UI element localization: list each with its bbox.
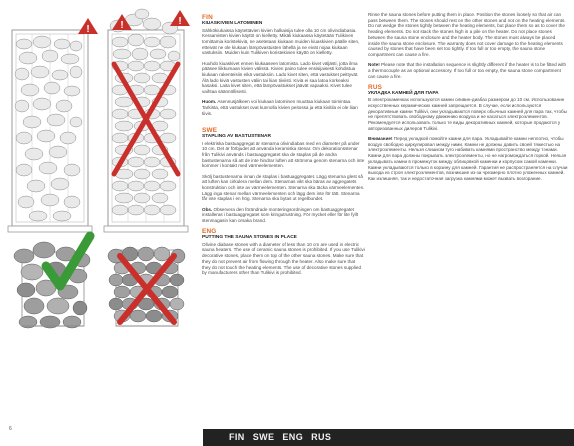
lang-heading-fin: FIN <box>202 14 213 21</box>
paragraph-fin-3: Huom. Asennusjälkeen voi kiukaan latominen muuttaa kiukaan toimintaa. Tarkista, että vastukset ovat kunnolla kivien peitossa ja että kivitila ei ole liian tiivis. <box>202 99 358 116</box>
warning-icon <box>78 18 98 35</box>
paragraph-fin-2: Huuhdo kiuaskivet ennen kiukaaseen latomista. Lado kivet väljästi, jotta ilma pääsee liikkumaan kivien välissä. Kivien paino tulee ensisijaisesti kohdistua kiukaan rakenteisiin eikä vastuksiin. Lado kivet siten, että vastukset peittyvät. Älä lado kiviä vastusten väliin tai liian tiiviisti. Kiviä ei saa latoa korkeaksi kasaksi. Laita kivet siten, että lämpövastukset jäävät vapaaksi. Kivet tulee vaihtaa säännöllisesti. <box>202 60 359 95</box>
svg-text:!: ! <box>86 24 90 35</box>
section-title-fin: KIUASKIVIEN LATOMINEN <box>202 21 263 26</box>
tab-swe[interactable]: SWE <box>252 432 275 442</box>
language-tabs <box>229 432 331 442</box>
stones-tight-photo <box>108 247 185 326</box>
section-title-eng: PUTTING THE SAUNA STONES IN PLACE <box>202 235 297 241</box>
stones-loose-photo <box>14 236 90 328</box>
lang-heading-rus: RUS <box>368 83 383 91</box>
paragraph-eng-1-start: Olivine diabase stones with a diameter of less than 10 cm are used in electric sauna heaters. The use of ceramic sauna stones is prohibited. If you use Tulikivi decorative stones, place them on top of the other sauna stones. Make sure that they do not prevent air from flowing through the heater. Also make sure that they do not touch the heating elements. The use of decorative stones supplied by manufacturers other than Tulikivi is prohibited. <box>202 241 365 276</box>
paragraph-rus-2: Внимание! Перед укладкой помойте камни для пара. Укладывайте камни неплотно, чтобы воздух свободно циркулировал между ними. Камни не должны давить своей тяжестью на электроэлементы. Нельзя слишком туго набивать камнями пространство между тэнами. Камни для пара должны покрывать электроэлементы, но не нагромождаться горкой. Нельзя укладывать камни в промежуток между облицовкой каменки и корпусом самой каменки. Камни укладываются только в корзину для камней. Гарантия не распространяется на случаи выхода из строя электроэлементов, возникшие из-за чрезмерно плотно уложенных камней. Как излишняя, так и недостаточная загрузка камнями может вызвать возгорание. <box>368 136 568 181</box>
lang-heading-eng: ENG <box>202 228 217 236</box>
lead-word: Obs. <box>202 206 213 212</box>
paragraph-fin-1: Sähkökiukaissa käytettävien kivien halkaisija tulee olla 10 cm olivindiabasia. Keraamisten kivien käyttö on kielletty. Mikäli kiukaassa käytetään Tulikiven tomittamia koristekiviä, ne asetetaan kiukaan muiden kiuaskivien päälle siten, etteivät ne ole kiukaan lämpövastusten lähellä ja ne eivät nojaa kiukaan vastuksiin. Muiden kuin Tulikiven koristekivien käyttö on kielletty. <box>202 27 360 56</box>
svg-text:!: ! <box>178 16 182 27</box>
text-column-left <box>202 14 365 276</box>
section-title-rus: УКЛАДКА КАМНЕЙ ДЛЯ ПАРА <box>368 90 439 96</box>
lead-word: Huom. <box>202 99 217 105</box>
tab-eng[interactable]: ENG <box>282 432 304 442</box>
paragraph-rus-1: В электрокаменках используются камни оливин-диабаз размером до 10 см. Использование искусственных керамических камней запрещается. В случае, если используются декоративные камни Tulikivi, они укладываются поверх обычных камней для пара так, чтобы не препятствовать свободному движению воздуха и не касаться электроэлементов. Рекомендуется использовать только те виды декоративных камней, которые продаются у авторизованных дилеров Tulikivi. <box>368 97 567 131</box>
paragraph-eng-2: Rinse the sauna stones before putting them in place. Position the stones loosely so that air can pass between them. The stones should rest on the other stones and not on the heating elements. Do not wedge the stones tightly between the heating elements, but place them so as to cover the heating elements. Do not stack the stones high in a pile on the heater. Do not place stones between the sauna stone enclosure and the heater body. The stones must always be placed inside the sauna stone enclosure. The warranty does not cover damage to the heating elements caused by stones that have been set too tightly. If too full or too empty, the sauna stone compartment can cause a fire. <box>368 12 566 57</box>
stone-placement-illustrations <box>2 4 198 424</box>
paragraph-swe-2: Skölj bastustenarna innan de staplas i bastuaggregatet. Lägg stenarna glest så att luften kan cirkulera mellan dem. Stenarnas vikt ska bäras av aggregatets konstruktion och inte av värmeelementen. Stenarna ska täcka värmeelementen. Lägg inga stenar mellan värmeelementen och lägg dem inte för tätt. Stenarna får inte staplas i en hög. Stenarna ska bytas ut regelbundet. <box>202 173 365 202</box>
warning-icon <box>170 10 190 27</box>
text-column-right <box>368 12 568 186</box>
paragraph-swe-1: I elektriska bastuaggregat är stenarna olivindiabas med en diameter på under 10 cm. Det är förbjudet att använda keramiska stenar. Om dekorationsstenar från Tulikivi används i bastuaggregatet ska de staplas på de andra bastustenarna så att de inte hindrar luften att strömma genom stenarna och inte kommer i kontakt med värmeelementen. <box>202 140 365 169</box>
svg-text:!: ! <box>120 20 124 31</box>
language-footer-bar <box>203 429 574 446</box>
tab-rus[interactable]: RUS <box>311 432 332 442</box>
lead-word: Note! <box>368 62 380 68</box>
page-number: 6 <box>9 426 12 432</box>
heater-wrong-drawing <box>104 9 190 232</box>
paragraph-eng-3: Note! Please note that the installation sequence is slightly different if the heater is to be fitted with a thermocouple as an optional accessory. If too full or too empty, the sauna stone compartment can cause a fire. <box>368 62 567 79</box>
section-title-swe: STAPLING AV BASTUSTENAR <box>202 133 271 139</box>
paragraph-swe-3: Obs. Observera den förändrade monteringsordningen om bastuaggregatet installeras i bastuaggregatet som kringutrustning. För mycket eller för lite fyllt stenmagasin kan orsaka brand. <box>202 206 358 223</box>
heater-correct-drawing <box>8 18 98 232</box>
lang-heading-swe: SWE <box>202 126 218 134</box>
lead-word: Внимание! <box>368 136 393 142</box>
tab-fin[interactable]: FIN <box>229 432 245 442</box>
